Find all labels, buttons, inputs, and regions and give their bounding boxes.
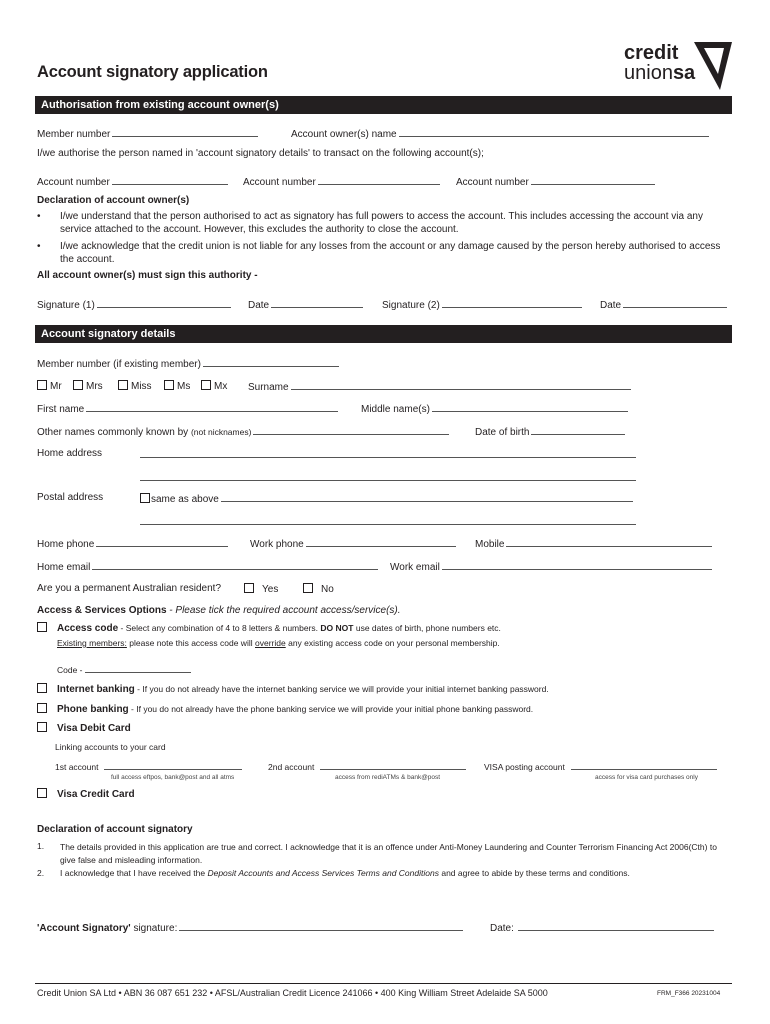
checkbox-icon[interactable] bbox=[118, 380, 128, 390]
second-account-field[interactable]: 2nd account bbox=[268, 760, 466, 772]
resident-question: Are you a permanent Australian resident? bbox=[37, 583, 221, 594]
access-services-heading: Access & Services Options - Please tick the required account access/service(s). bbox=[37, 605, 401, 616]
logo-line-2: unionsa bbox=[624, 62, 696, 84]
postal-address-line-2[interactable] bbox=[140, 524, 636, 525]
access-code-entry[interactable]: Code - bbox=[57, 663, 191, 675]
work-phone-field[interactable]: Work phone bbox=[250, 537, 456, 550]
home-phone-field[interactable]: Home phone bbox=[37, 537, 228, 550]
home-address-line-1[interactable] bbox=[140, 457, 636, 458]
other-names-field[interactable]: Other names commonly known by (not nicknames) bbox=[37, 425, 449, 438]
page-title: Account signatory application bbox=[37, 63, 268, 81]
member-number-existing-field[interactable]: Member number (if existing member) bbox=[37, 357, 339, 370]
linking-accounts-label: Linking accounts to your card bbox=[55, 742, 166, 752]
work-email-field[interactable]: Work email bbox=[390, 560, 712, 573]
title-option-mx[interactable]: Mx bbox=[201, 380, 227, 392]
account-signatory-signature-field[interactable]: 'Account Signatory' signature: bbox=[37, 921, 463, 934]
account-number-field-2[interactable]: Account number bbox=[243, 175, 440, 188]
checkbox-icon[interactable] bbox=[201, 380, 211, 390]
visa-posting-account-field[interactable]: VISA posting account bbox=[484, 760, 717, 772]
account-number-field-1[interactable]: Account number bbox=[37, 175, 228, 188]
date-of-birth-field[interactable]: Date of birth bbox=[475, 425, 625, 438]
account-owners-name-field[interactable]: Account owner(s) name bbox=[291, 127, 709, 140]
declaration-signatory-heading: Declaration of account signatory bbox=[37, 824, 193, 835]
member-number-field[interactable]: Member number bbox=[37, 127, 258, 140]
signature-2-field[interactable]: Signature (2) bbox=[382, 298, 582, 311]
date-2-field[interactable]: Date bbox=[600, 298, 727, 311]
access-code-option[interactable]: Access code - Select any combination of 4 to 8 letters & numbers. DO NOT use dates of birth, phone numbers etc. bbox=[37, 622, 501, 634]
section-heading-authorisation: Authorisation from existing account owner(s) bbox=[35, 96, 732, 114]
title-option-ms[interactable]: Ms bbox=[164, 380, 190, 392]
checkbox-icon[interactable] bbox=[37, 788, 47, 798]
checkbox-icon[interactable] bbox=[37, 380, 47, 390]
postal-address-label: Postal address bbox=[37, 492, 104, 503]
title-option-mrs[interactable]: Mrs bbox=[73, 380, 103, 392]
checkbox-icon[interactable] bbox=[140, 493, 150, 503]
visa-credit-option[interactable]: Visa Credit Card bbox=[37, 788, 135, 800]
all-owners-sign-note: All account owner(s) must sign this authority - bbox=[37, 270, 258, 281]
signatory-date-field[interactable]: Date: bbox=[490, 921, 714, 934]
title-option-miss[interactable]: Miss bbox=[118, 380, 152, 392]
checkbox-icon[interactable] bbox=[37, 683, 47, 693]
authorise-statement: I/we authorise the person named in 'account signatory details' to transact on the following account(s); bbox=[37, 148, 484, 159]
declaration-item-1-number: 1. bbox=[37, 841, 45, 851]
declaration-bullet-2: I/we acknowledge that the credit union is not liable for any losses from the account or any damage caused by the person hereby authorised to access the account. bbox=[60, 241, 721, 265]
home-address-label: Home address bbox=[37, 448, 103, 459]
signature-1-field[interactable]: Signature (1) bbox=[37, 298, 231, 311]
account-number-field-3[interactable]: Account number bbox=[456, 175, 655, 188]
visa-posting-note: access for visa card purchases only bbox=[595, 774, 698, 781]
declaration-item-2: I acknowledge that I have received the Deposit Accounts and Access Services Terms and Conditions and agree to abide by these terms and conditions. bbox=[60, 868, 630, 878]
logo-line-1: credit bbox=[624, 42, 679, 64]
existing-members-note: Existing members: please note this access code will override any existing access code on your personal membership. bbox=[57, 638, 500, 648]
credit-union-sa-logo bbox=[622, 40, 734, 92]
first-account-note: full access eftpos, bank@post and all atms bbox=[111, 774, 235, 781]
checkbox-icon[interactable] bbox=[37, 703, 47, 713]
section-heading-signatory-details: Account signatory details bbox=[35, 325, 732, 343]
second-account-note: access from rediATMs & bank@post bbox=[335, 774, 441, 781]
declaration-item-1: The details provided in this application are true and correct. I acknowledge that it is an offence under Anti-Money Laundering and Counter Terrorism Financing Act 2006(Cth) to give false and misleading information. bbox=[60, 842, 717, 865]
first-account-field[interactable]: 1st account bbox=[55, 760, 242, 772]
first-name-field[interactable]: First name bbox=[37, 402, 338, 415]
footer-form-code: FRM_F366 20231004 bbox=[657, 990, 721, 997]
bullet-dot: • bbox=[37, 211, 41, 222]
surname-field[interactable]: Surname bbox=[248, 380, 631, 393]
checkbox-icon[interactable] bbox=[244, 583, 254, 593]
visa-debit-option[interactable]: Visa Debit Card bbox=[37, 722, 131, 734]
checkbox-icon[interactable] bbox=[303, 583, 313, 593]
checkbox-icon[interactable] bbox=[37, 722, 47, 732]
checkbox-icon[interactable] bbox=[37, 622, 47, 632]
checkbox-icon[interactable] bbox=[164, 380, 174, 390]
logo-triangle-icon bbox=[692, 40, 734, 92]
internet-banking-option[interactable]: Internet banking - If you do not already have the internet banking service we will provide your initial internet banking password. bbox=[37, 683, 549, 695]
declaration-bullet-1: I/we understand that the person authorised to act as signatory has full powers to access the account. This includes accessing the account via any service attached to the account. However, this excludes the authority to close the account. bbox=[60, 211, 703, 235]
title-option-mr[interactable]: Mr bbox=[37, 380, 62, 392]
declaration-item-2-number: 2. bbox=[37, 868, 45, 878]
mobile-field[interactable]: Mobile bbox=[475, 537, 712, 550]
middle-names-field[interactable]: Middle name(s) bbox=[361, 402, 628, 415]
date-1-field[interactable]: Date bbox=[248, 298, 363, 311]
home-address-line-2[interactable] bbox=[140, 480, 636, 481]
footer-company-details: Credit Union SA Ltd • ABN 36 087 651 232 • AFSL/Australian Credit Licence 241066 • 400 King William Street Adelaide SA 5000 bbox=[37, 988, 548, 998]
resident-yes-option[interactable]: Yes bbox=[244, 583, 278, 595]
checkbox-icon[interactable] bbox=[73, 380, 83, 390]
home-email-field[interactable]: Home email bbox=[37, 560, 378, 573]
resident-no-option[interactable]: No bbox=[303, 583, 334, 595]
same-as-above-option[interactable]: same as above bbox=[140, 492, 633, 505]
declaration-owners-heading: Declaration of account owner(s) bbox=[37, 195, 190, 206]
phone-banking-option[interactable]: Phone banking - If you do not already have the phone banking service we will provide your initial phone banking password. bbox=[37, 703, 533, 715]
bullet-dot: • bbox=[37, 241, 41, 252]
footer-divider bbox=[35, 983, 732, 984]
